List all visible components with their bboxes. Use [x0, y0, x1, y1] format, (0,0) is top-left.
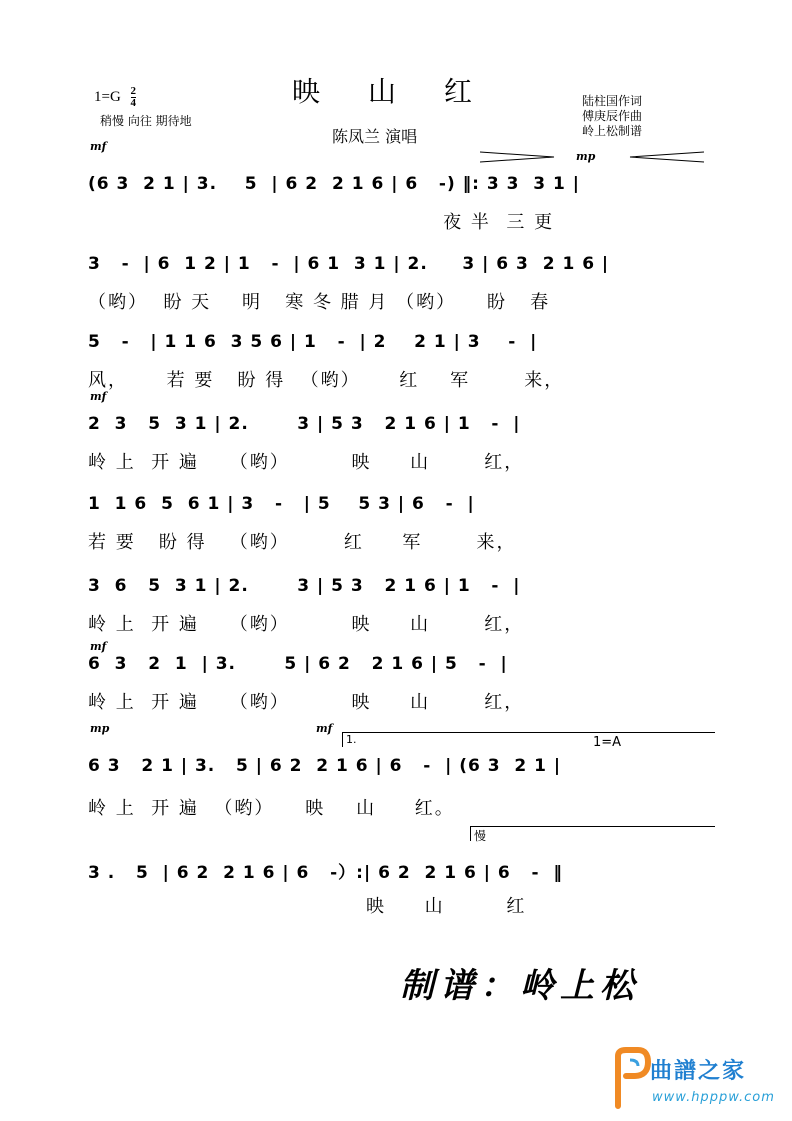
transcriber-credit: 岭上松制谱	[582, 124, 643, 138]
second-ending-bracket	[470, 826, 715, 841]
logo-name: 曲譜之家	[650, 1059, 747, 1084]
song-title: 映山红	[292, 75, 521, 108]
modulation-key: 1=A	[593, 735, 622, 750]
logo-url: www.hpppw.com	[652, 1090, 775, 1105]
lyrics-row: 岭 上 开 遍 （哟） 映 山 红。	[88, 798, 455, 819]
transcriber-signature: 制谱：岭上松	[400, 966, 640, 1006]
key-signature	[94, 86, 136, 109]
lyrics-row: 岭 上 开 遍 （哟） 映 山 红，	[88, 692, 525, 713]
singer-credit: 陈凤兰 演唱	[332, 127, 418, 146]
key-label: 1=G	[94, 88, 121, 105]
dynamic-mp-2: mp	[90, 722, 110, 735]
notation-row: 5 - | 1 1 6 3 5 6 | 1 - | 2 2 1 | 3 - |	[88, 332, 538, 352]
time-signature	[131, 86, 137, 109]
lyrics-row: 若 要 盼 得 （哟） 红 军 来，	[88, 532, 517, 553]
notation-row: 3 . 5 | 6 2 2 1 6 | 6 -）:| 6 2 2 1 6 | 6 - ‖	[88, 863, 563, 883]
lyrics-row: 夜 半 三 更	[88, 212, 555, 233]
hairpins	[480, 150, 720, 164]
lyrics-row: 映 山 红	[88, 896, 527, 917]
lyrics-row: （哟） 盼 天 明 寒 冬 腊 月 （哟） 盼 春	[88, 292, 551, 313]
time-top: 2	[130, 85, 137, 97]
site-logo	[612, 1042, 784, 1114]
first-ending-label: 1.	[346, 733, 357, 746]
dynamic-mf-3: mf	[90, 640, 107, 653]
dynamic-mf-1: mf	[90, 140, 107, 153]
dynamic-mp-1: mp	[576, 150, 596, 163]
notation-row: 6 3 2 1 | 3. 5 | 6 2 2 1 6 | 6 - | (6 3 2 1 |	[88, 756, 562, 776]
lyrics-row: 风， 若 要 盼 得 （哟） 红 军 来，	[88, 370, 565, 391]
notation-row: 3 6 5 3 1 | 2. 3 | 5 3 2 1 6 | 1 - |	[88, 576, 521, 596]
time-bottom: 4	[130, 97, 137, 109]
notation-row: 6 3 2 1 | 3. 5 | 6 2 2 1 6 | 5 - |	[88, 654, 508, 674]
credits	[582, 94, 642, 139]
lyrics-row: 岭 上 开 遍 （哟） 映 山 红，	[88, 452, 525, 473]
composer-credit: 傅庚辰作曲	[582, 109, 643, 123]
dynamic-mf-2: mf	[90, 390, 107, 403]
dynamic-mf-4: mf	[316, 722, 333, 735]
logo-mark-icon	[612, 1046, 652, 1110]
lyrics-row: 岭 上 开 遍 （哟） 映 山 红，	[88, 614, 525, 635]
notation-row: 2 3 5 3 1 | 2. 3 | 5 3 2 1 6 | 1 - |	[88, 414, 521, 434]
first-ending-bracket	[342, 732, 715, 750]
notation-row: 1 1 6 5 6 1 | 3 - | 5 5 3 | 6 - |	[88, 494, 475, 514]
slow-marking: 慢	[474, 829, 487, 843]
notation-row: (6 3 2 1 | 3. 5 | 6 2 2 1 6 | 6 -) ‖: 3 3 3 1 |	[88, 174, 580, 194]
notation-row: 3 - | 6 1 2 | 1 - | 6 1 3 1 | 2. 3 | 6 3 2 1 6 |	[88, 254, 610, 274]
lyricist-credit: 陆柱国作词	[582, 94, 643, 108]
tempo-marking: 稍慢 向往 期待地	[100, 114, 192, 128]
